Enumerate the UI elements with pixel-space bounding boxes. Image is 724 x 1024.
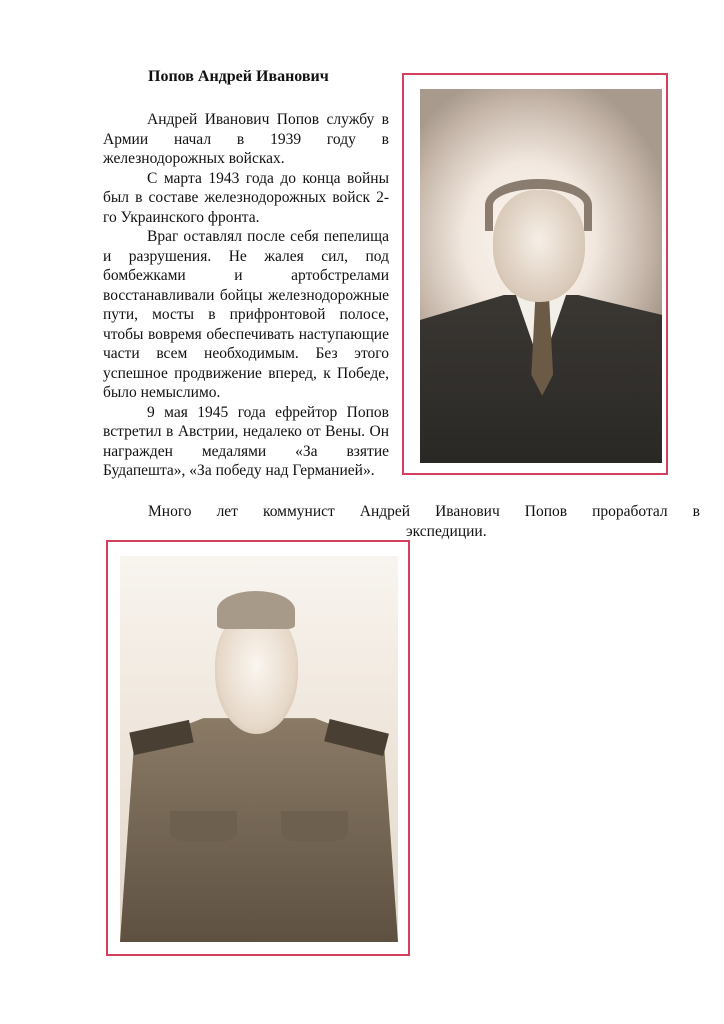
tunic — [120, 718, 398, 942]
paragraph: 9 мая 1945 года ефрейтор Попов встретил в Австрии, недалеко от Вены. Он награжден медалями «За взятие Будапешта», «За победу над Германией». — [103, 403, 389, 479]
photo-frame-elderly — [402, 73, 668, 475]
biography-column — [103, 110, 389, 481]
portrait-young-soldier — [120, 556, 398, 942]
photo-frame-soldier — [106, 540, 410, 956]
paragraph: С марта 1943 года до конца войны был в составе железнодорожных войск 2-го Украинского фронта. — [103, 169, 389, 226]
portrait-elderly-man — [420, 89, 662, 463]
pocket-left — [170, 811, 237, 842]
hair — [485, 179, 591, 231]
paragraph: Андрей Иванович Попов службу в Армии начал в 1939 году в железнодорожных войсках. — [103, 111, 389, 167]
closing-paragraph: Много лет коммунист Андрей Иванович Попов проработал в — [148, 503, 700, 520]
page-title: Попов Андрей Иванович — [148, 68, 329, 85]
pocket-right — [281, 811, 348, 842]
paragraph: Враг оставлял после себя пепелища и разрушения. Не жалея сил, под бомбежками и артобстрелами восстанавливали бойцы железнодорожные пути, мосты в прифронтовой полосе, чтобы вовремя обеспечивать наступающие части всем необходимым. Без этого успешное продвижение вперед, к Победе, было немыслимо. — [103, 228, 389, 401]
closing-paragraph-end: экспедиции. — [406, 523, 487, 540]
hair — [217, 591, 295, 630]
